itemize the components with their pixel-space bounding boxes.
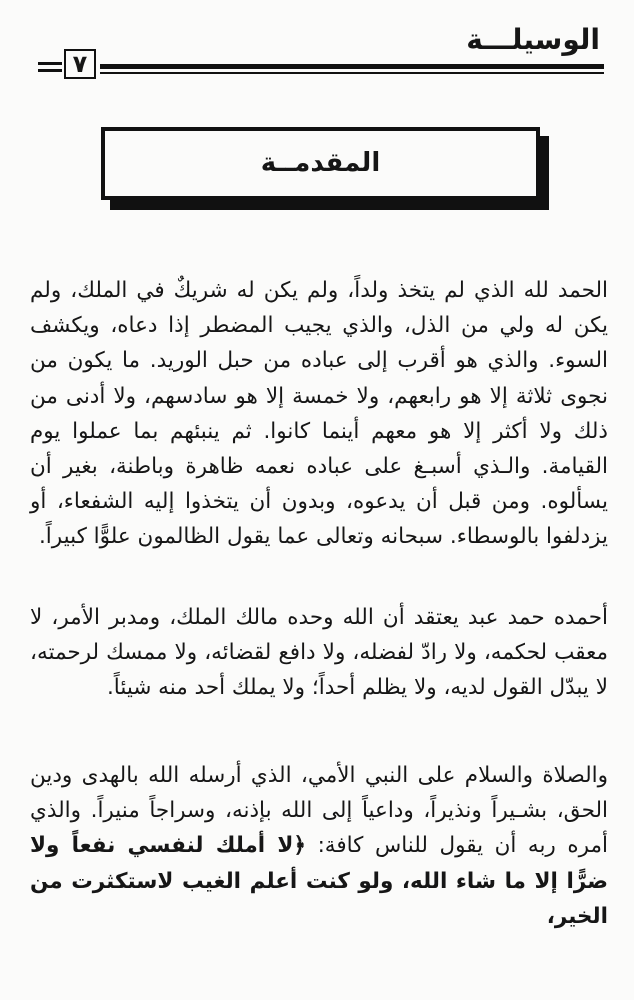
- page-number: ٧: [64, 49, 96, 79]
- section-title: المقدمــة: [260, 148, 381, 178]
- title-frame-shadow-bottom: [110, 200, 549, 210]
- running-header-title: الوسيلـــة: [466, 23, 600, 56]
- quran-quote: ﴿لا أملك لنفسي نفعاً ولا ضرًّا إلا ما شاء الله، ولو كنت أعلم الغيب لاستكثرت من الخير،: [30, 833, 608, 929]
- header-rule-thin: [100, 72, 604, 74]
- paragraph-3-intro: والصلاة والسلام على النبي الأمي، الذي أرسله الله بالهدى ودين الحق، بشـيراً ونذيراً، وداعياً إلى الله بإذنه، وسراجاً منيراً. والذي أمره ربه أن يقول للناس كافة:: [30, 763, 608, 859]
- left-rule-lower: [38, 69, 62, 72]
- paragraph-1: الحمد لله الذي لم يتخذ ولداً، ولم يكن له شريكٌ في الملك، ولم يكن له ولي من الذل، والذي يجيب المضطر إذا دعاه، ويكشف السوء. والذي هو أقرب إلى عباده من حبل الوريد. ما يكون من نجوى ثلاثة إلا هو رابعهم، ولا خمسة إلا هو سادسهم، ولا أدنى من ذلك ولا أكثر إلا هو معهم أينما كانوا. ثم ينبئهم بما عملوا يوم القيامة. والـذي أسبـغ على عباده نعمه ظاهرة وباطنة، بغير أن يسألوه. ومن قبل أن يدعوه، وبدون أن يتخذوا إليه الشفعاء، أو يزدلفوا بالوسطاء. سبحانه وتعالى عما يقول الظالمون علوًّا كبيراً.: [30, 278, 608, 550]
- paragraph-3: [30, 758, 608, 938]
- left-rule-upper: [38, 62, 62, 65]
- header-rule-thick: [100, 64, 604, 69]
- title-frame-shadow-right: [540, 136, 549, 210]
- paragraph-2: أحمده حمد عبد يعتقد أن الله وحده مالك الملك، ومدبر الأمر، لا معقب لحكمه، ولا رادّ لفضله، ولا دافع لقضائه، ولا ممسك لرحمته، لا يبدّل القول لديه، ولا يظلم أحداً؛ ولا يملك أحد منه شيئاً.: [30, 605, 608, 701]
